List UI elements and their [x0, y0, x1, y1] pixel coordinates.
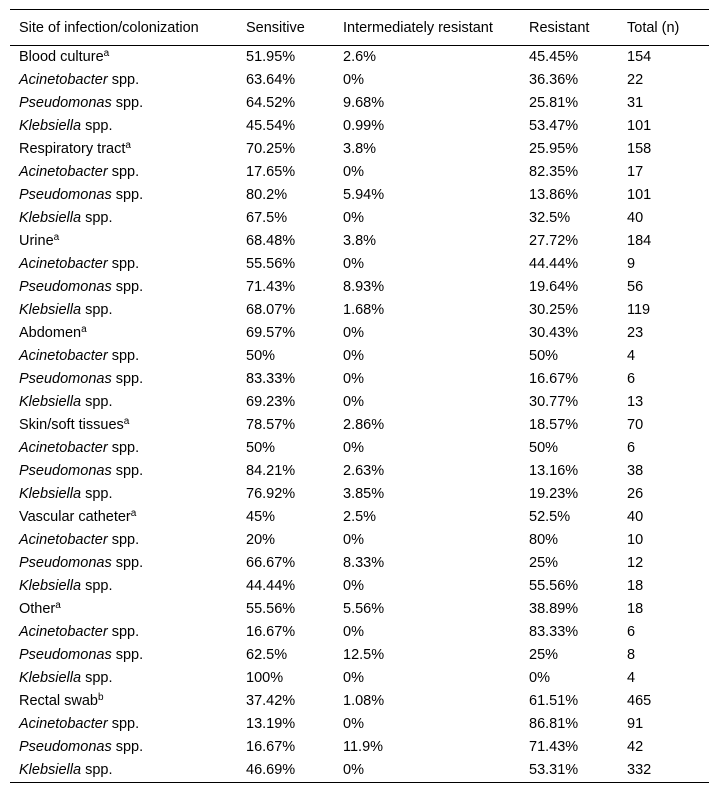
table-row-organism	[10, 483, 709, 506]
cell-site	[10, 161, 246, 184]
cell-resistant: 13.86%	[529, 187, 579, 203]
cell-sensitive: 55.56%	[246, 601, 296, 617]
site-label: Vascular catheter	[19, 509, 131, 525]
organism-genus: Klebsiella	[19, 302, 82, 318]
organism-genus: Acinetobacter	[19, 256, 108, 272]
organism-suffix: spp.	[111, 739, 144, 755]
cell-sensitive: 66.67%	[246, 555, 296, 571]
footnote-marker: a	[103, 48, 110, 59]
cell-site	[10, 391, 246, 414]
organism-suffix: spp.	[81, 394, 113, 410]
cell-total: 154	[627, 49, 652, 65]
cell-intermediate: 8.93%	[343, 279, 385, 295]
cell-intermediate: 0%	[343, 578, 364, 594]
cell-sensitive: 50%	[246, 440, 276, 456]
cell-sensitive: 83.33%	[246, 371, 296, 387]
table-row-organism	[10, 184, 709, 207]
table-body	[10, 46, 709, 783]
cell-resistant: 36.36%	[529, 72, 579, 88]
cell-site	[10, 414, 246, 437]
cell-site	[10, 276, 246, 299]
header-sensitive: Sensitive	[246, 10, 343, 46]
cell-intermediate: 0%	[343, 670, 364, 686]
cell-intermediate: 3.8%	[343, 233, 377, 249]
cell-intermediate: 0.99%	[343, 118, 385, 134]
cell-total: 4	[627, 670, 636, 686]
cell-intermediate: 0%	[343, 325, 364, 341]
table-row-organism	[10, 759, 709, 783]
cell-resistant: 55.56%	[529, 578, 579, 594]
organism-suffix: spp.	[107, 624, 140, 640]
cell-resistant: 82.35%	[529, 164, 579, 180]
table-row-organism	[10, 552, 709, 575]
cell-sensitive: 62.5%	[246, 647, 288, 663]
organism-suffix: spp.	[107, 440, 140, 456]
cell-sensitive: 45%	[246, 509, 276, 525]
cell-site	[10, 460, 246, 483]
organism-suffix: spp.	[111, 463, 144, 479]
cell-total: 4	[627, 348, 636, 364]
cell-total: 101	[627, 118, 652, 134]
cell-intermediate: 0%	[343, 716, 364, 732]
organism-genus: Klebsiella	[19, 670, 82, 686]
organism-genus: Acinetobacter	[19, 624, 108, 640]
table-row-organism	[10, 667, 709, 690]
cell-resistant: 50%	[529, 348, 559, 364]
cell-sensitive: 78.57%	[246, 417, 296, 433]
cell-intermediate: 1.08%	[343, 693, 385, 709]
cell-resistant: 50%	[529, 440, 559, 456]
organism-genus: Klebsiella	[19, 210, 82, 226]
cell-total: 6	[627, 624, 636, 640]
table-row-organism	[10, 276, 709, 299]
organism-suffix: spp.	[107, 716, 140, 732]
organism-suffix: spp.	[111, 95, 144, 111]
header-total: Total (n)	[627, 10, 709, 46]
cell-resistant: 25%	[529, 555, 559, 571]
cell-total: 70	[627, 417, 644, 433]
cell-total: 22	[627, 72, 644, 88]
cell-resistant: 25.81%	[529, 95, 579, 111]
cell-sensitive: 76.92%	[246, 486, 296, 502]
cell-site	[10, 437, 246, 460]
table-row-organism	[10, 391, 709, 414]
site-label: Other	[19, 601, 56, 617]
cell-site	[10, 230, 246, 253]
organism-genus: Klebsiella	[19, 394, 82, 410]
header-intermediate: Intermediately resistant	[343, 10, 529, 46]
table-row-organism	[10, 207, 709, 230]
table-row-organism	[10, 115, 709, 138]
cell-sensitive: 55.56%	[246, 256, 296, 272]
cell-site	[10, 621, 246, 644]
cell-site	[10, 690, 246, 713]
cell-sensitive: 16.67%	[246, 624, 296, 640]
cell-sensitive: 70.25%	[246, 141, 296, 157]
cell-sensitive: 13.19%	[246, 716, 296, 732]
table-row-site-group	[10, 46, 709, 70]
organism-genus: Acinetobacter	[19, 716, 108, 732]
cell-sensitive: 84.21%	[246, 463, 296, 479]
organism-suffix: spp.	[107, 256, 140, 272]
cell-resistant: 32.5%	[529, 210, 571, 226]
cell-sensitive: 64.52%	[246, 95, 296, 111]
cell-sensitive: 71.43%	[246, 279, 296, 295]
cell-resistant: 80%	[529, 532, 559, 548]
table-row-organism	[10, 736, 709, 759]
cell-sensitive: 37.42%	[246, 693, 296, 709]
organism-suffix: spp.	[111, 187, 144, 203]
organism-suffix: spp.	[107, 164, 140, 180]
organism-genus: Pseudomonas	[19, 187, 112, 203]
footnote-marker: a	[81, 324, 87, 335]
cell-site	[10, 368, 246, 391]
cell-intermediate: 0%	[343, 72, 364, 88]
cell-total: 31	[627, 95, 644, 111]
cell-resistant: 83.33%	[529, 624, 579, 640]
organism-suffix: spp.	[107, 72, 140, 88]
cell-sensitive: 68.48%	[246, 233, 296, 249]
table-row-organism	[10, 299, 709, 322]
organism-suffix: spp.	[81, 302, 113, 318]
organism-suffix: spp.	[81, 486, 113, 502]
cell-intermediate: 2.63%	[343, 463, 385, 479]
organism-genus: Klebsiella	[19, 762, 82, 778]
table-row-organism	[10, 161, 709, 184]
cell-total: 56	[627, 279, 644, 295]
cell-site	[10, 506, 246, 529]
footnote-marker: a	[53, 232, 60, 243]
organism-genus: Pseudomonas	[19, 555, 112, 571]
cell-resistant: 45.45%	[529, 49, 579, 65]
cell-intermediate: 9.68%	[343, 95, 385, 111]
cell-total: 38	[627, 463, 644, 479]
cell-site	[10, 575, 246, 598]
table-row-organism	[10, 92, 709, 115]
table-row-organism	[10, 713, 709, 736]
cell-site	[10, 345, 246, 368]
cell-resistant: 53.31%	[529, 759, 627, 783]
cell-intermediate: 0%	[343, 624, 364, 640]
cell-site	[10, 483, 246, 506]
cell-total: 119	[627, 302, 651, 318]
cell-resistant: 13.16%	[529, 463, 579, 479]
organism-genus: Klebsiella	[19, 118, 82, 134]
cell-total: 6	[627, 371, 636, 387]
table-row-site-group	[10, 322, 709, 345]
table-row-site-group	[10, 414, 709, 437]
cell-total: 8	[627, 647, 636, 663]
cell-resistant: 86.81%	[529, 716, 579, 732]
cell-sensitive: 80.2%	[246, 187, 288, 203]
organism-genus: Pseudomonas	[19, 739, 112, 755]
cell-sensitive: 68.07%	[246, 302, 296, 318]
organism-genus: Pseudomonas	[19, 371, 112, 387]
cell-total: 18	[627, 578, 644, 594]
organism-genus: Acinetobacter	[19, 164, 108, 180]
cell-intermediate: 12.5%	[343, 647, 385, 663]
cell-sensitive: 45.54%	[246, 118, 296, 134]
site-label: Abdomen	[19, 325, 82, 341]
cell-total: 101	[627, 187, 652, 203]
cell-total: 91	[627, 716, 644, 732]
organism-genus: Pseudomonas	[19, 279, 112, 295]
table-row-site-group	[10, 506, 709, 529]
cell-site	[10, 552, 246, 575]
organism-genus: Acinetobacter	[19, 532, 108, 548]
cell-site	[10, 207, 246, 230]
cell-intermediate: 8.33%	[343, 555, 385, 571]
cell-intermediate: 5.94%	[343, 187, 385, 203]
cell-total: 40	[627, 509, 644, 525]
cell-total: 40	[627, 210, 644, 226]
table-row-organism	[10, 621, 709, 644]
cell-resistant: 16.67%	[529, 371, 579, 387]
footnote-marker: a	[130, 508, 137, 519]
cell-sensitive: 51.95%	[246, 49, 296, 65]
cell-sensitive: 44.44%	[246, 578, 296, 594]
organism-suffix: spp.	[81, 118, 113, 134]
cell-intermediate: 2.6%	[343, 49, 377, 65]
cell-intermediate: 0%	[343, 371, 364, 387]
cell-resistant: 25%	[529, 647, 559, 663]
organism-genus: Pseudomonas	[19, 95, 112, 111]
cell-resistant: 71.43%	[529, 739, 579, 755]
cell-resistant: 19.64%	[529, 279, 579, 295]
cell-total: 184	[627, 233, 652, 249]
cell-total: 9	[627, 256, 636, 272]
cell-intermediate: 0%	[343, 348, 364, 364]
cell-intermediate: 0%	[343, 440, 364, 456]
susceptibility-table	[10, 9, 709, 783]
cell-total: 18	[627, 601, 644, 617]
organism-suffix: spp.	[111, 371, 144, 387]
table-row-organism	[10, 644, 709, 667]
cell-site	[10, 115, 246, 138]
cell-site	[10, 92, 246, 115]
cell-sensitive: 16.67%	[246, 739, 296, 755]
footnote-marker: a	[55, 600, 61, 611]
organism-suffix: spp.	[111, 279, 144, 295]
organism-genus: Acinetobacter	[19, 440, 108, 456]
cell-site	[10, 713, 246, 736]
cell-total: 42	[627, 739, 644, 755]
cell-site	[10, 138, 246, 161]
cell-sensitive: 69.23%	[246, 394, 296, 410]
cell-resistant: 52.5%	[529, 509, 571, 525]
site-label: Urine	[19, 233, 54, 249]
cell-intermediate: 0%	[343, 759, 529, 783]
organism-genus: Acinetobacter	[19, 72, 108, 88]
cell-site	[10, 253, 246, 276]
cell-resistant: 18.57%	[529, 417, 579, 433]
organism-suffix: spp.	[111, 647, 144, 663]
cell-sensitive: 46.69%	[246, 759, 343, 783]
cell-intermediate: 0%	[343, 394, 364, 410]
footnote-marker: b	[97, 692, 104, 703]
cell-site	[10, 759, 246, 783]
organism-suffix: spp.	[81, 762, 113, 778]
organism-suffix: spp.	[81, 670, 113, 686]
table-row-organism	[10, 345, 709, 368]
cell-resistant: 30.25%	[529, 302, 579, 318]
cell-site	[10, 322, 246, 345]
cell-site	[10, 46, 246, 70]
cell-resistant: 38.89%	[529, 601, 579, 617]
cell-resistant: 25.95%	[529, 141, 579, 157]
cell-site	[10, 69, 246, 92]
cell-site	[10, 667, 246, 690]
cell-intermediate: 11.9%	[343, 739, 384, 755]
cell-site	[10, 299, 246, 322]
site-label: Respiratory tract	[19, 141, 126, 157]
cell-intermediate: 2.86%	[343, 417, 385, 433]
cell-site	[10, 529, 246, 552]
cell-site	[10, 736, 246, 759]
cell-intermediate: 3.85%	[343, 486, 385, 502]
table-row-organism	[10, 253, 709, 276]
header-resistant: Resistant	[529, 10, 627, 46]
site-label: Rectal swab	[19, 693, 98, 709]
table-row-organism	[10, 368, 709, 391]
cell-total: 12	[627, 555, 644, 571]
site-label: Skin/soft tissues	[19, 417, 124, 433]
susceptibility-table-container	[10, 9, 700, 783]
cell-total: 158	[627, 141, 652, 157]
cell-sensitive: 20%	[246, 532, 276, 548]
cell-intermediate: 0%	[343, 210, 364, 226]
cell-intermediate: 5.56%	[343, 601, 385, 617]
table-row-organism	[10, 575, 709, 598]
cell-intermediate: 3.8%	[343, 141, 377, 157]
organism-suffix: spp.	[81, 210, 113, 226]
cell-sensitive: 100%	[246, 670, 284, 686]
cell-total: 6	[627, 440, 636, 456]
table-row-organism	[10, 529, 709, 552]
organism-genus: Klebsiella	[19, 486, 82, 502]
table-row-organism	[10, 460, 709, 483]
cell-site	[10, 644, 246, 667]
cell-resistant: 30.43%	[529, 325, 579, 341]
cell-resistant: 53.47%	[529, 118, 579, 134]
organism-suffix: spp.	[107, 348, 140, 364]
footnote-marker: a	[123, 416, 130, 427]
organism-genus: Acinetobacter	[19, 348, 108, 364]
cell-resistant: 19.23%	[529, 486, 579, 502]
cell-intermediate: 0%	[343, 164, 364, 180]
cell-resistant: 0%	[529, 670, 550, 686]
organism-genus: Klebsiella	[19, 578, 82, 594]
cell-resistant: 27.72%	[529, 233, 579, 249]
organism-suffix: spp.	[81, 578, 113, 594]
site-label: Blood culture	[19, 49, 104, 65]
cell-resistant: 61.51%	[529, 693, 579, 709]
cell-total: 26	[627, 486, 644, 502]
cell-intermediate: 1.68%	[343, 302, 385, 318]
cell-resistant: 30.77%	[529, 394, 579, 410]
cell-intermediate: 0%	[343, 532, 364, 548]
footnote-marker: a	[125, 140, 131, 151]
cell-sensitive: 50%	[246, 348, 276, 364]
cell-site	[10, 184, 246, 207]
cell-sensitive: 67.5%	[246, 210, 288, 226]
cell-resistant: 44.44%	[529, 256, 579, 272]
cell-total: 13	[627, 394, 644, 410]
table-row-site-group	[10, 138, 709, 161]
cell-sensitive: 63.64%	[246, 72, 296, 88]
table-row-site-group	[10, 598, 709, 621]
cell-total: 10	[627, 532, 644, 548]
table-row-organism	[10, 437, 709, 460]
organism-genus: Pseudomonas	[19, 463, 112, 479]
organism-genus: Pseudomonas	[19, 647, 112, 663]
cell-sensitive: 69.57%	[246, 325, 296, 341]
cell-total: 23	[627, 325, 644, 341]
cell-total: 17	[627, 164, 644, 180]
cell-sensitive: 17.65%	[246, 164, 296, 180]
cell-total: 332	[627, 759, 709, 783]
organism-suffix: spp.	[107, 532, 140, 548]
header-site: Site of infection/colonization	[10, 10, 246, 46]
organism-suffix: spp.	[111, 555, 144, 571]
cell-intermediate: 2.5%	[343, 509, 377, 525]
table-header-row	[10, 10, 709, 46]
cell-site	[10, 598, 246, 621]
table-row-organism	[10, 69, 709, 92]
cell-intermediate: 0%	[343, 256, 364, 272]
table-row-site-group	[10, 690, 709, 713]
table-row-site-group	[10, 230, 709, 253]
cell-total: 465	[627, 693, 652, 709]
